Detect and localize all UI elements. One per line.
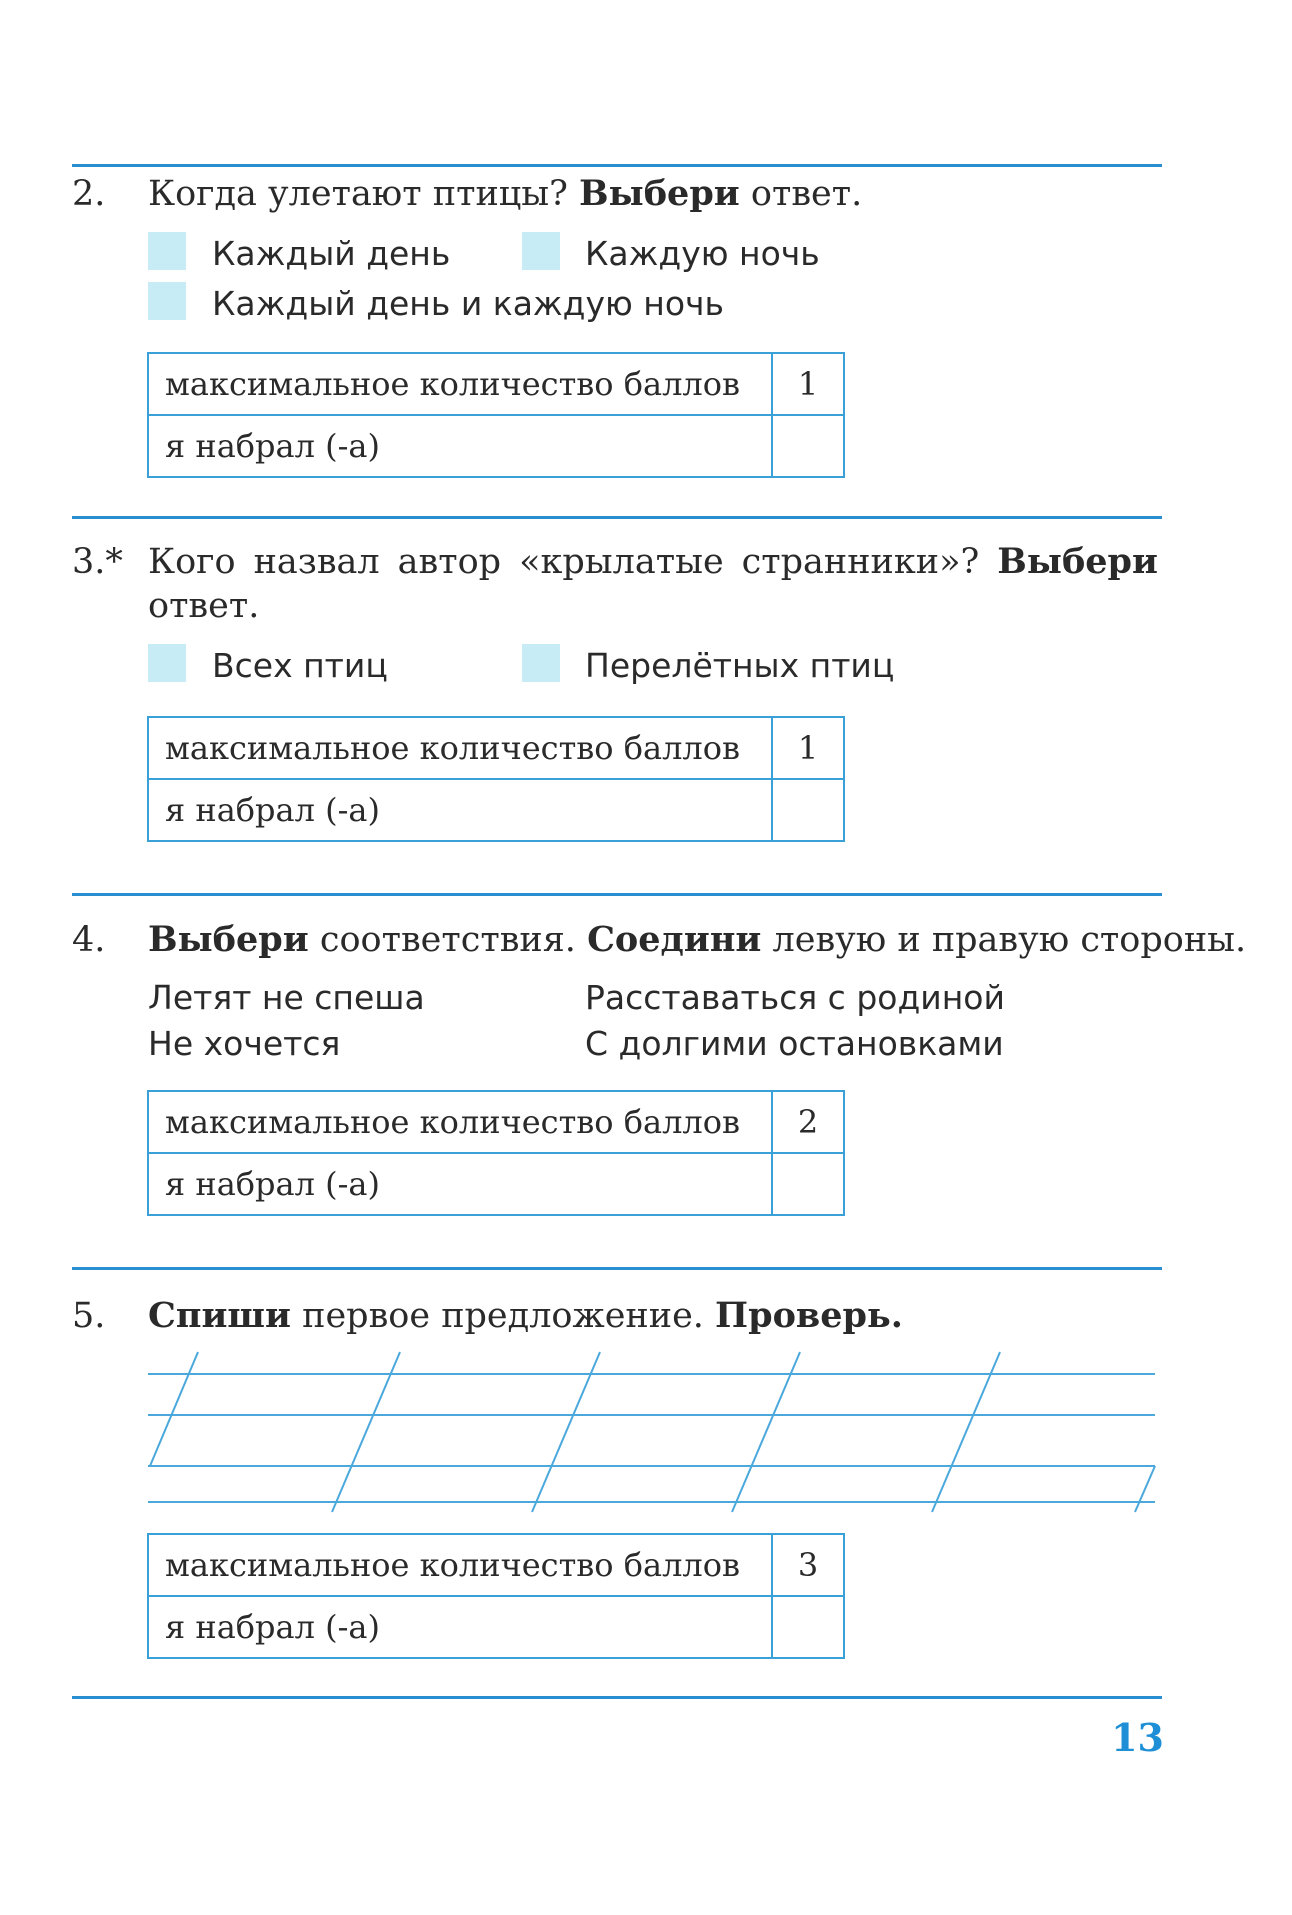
score-table-q2 bbox=[147, 352, 845, 478]
option-label: Перелётных птиц bbox=[585, 646, 895, 685]
max-score-value: 2 bbox=[772, 1091, 844, 1153]
question-2 bbox=[72, 172, 1162, 222]
question-3 bbox=[72, 540, 1162, 630]
match-left-2[interactable]: Не хочется bbox=[148, 1024, 341, 1063]
max-score-label: максимальное количество баллов bbox=[148, 1091, 772, 1153]
question-number: 5. bbox=[72, 1296, 106, 1336]
earned-score-field[interactable] bbox=[772, 415, 844, 477]
checkbox-option-2[interactable] bbox=[522, 644, 560, 682]
score-table-q4 bbox=[147, 1090, 845, 1216]
question-4 bbox=[72, 918, 1247, 968]
earned-score-label: я набрал (-а) bbox=[148, 415, 772, 477]
max-score-value: 1 bbox=[772, 353, 844, 415]
earned-score-field[interactable] bbox=[772, 1153, 844, 1215]
slant-line bbox=[932, 1352, 1000, 1512]
divider-3 bbox=[72, 893, 1162, 896]
earned-score-label: я набрал (-а) bbox=[148, 779, 772, 841]
match-right-2[interactable]: С долгими остановками bbox=[585, 1024, 1004, 1063]
score-table-q3 bbox=[147, 716, 845, 842]
earned-score-field[interactable] bbox=[772, 779, 844, 841]
checkbox-option-1[interactable] bbox=[148, 644, 186, 682]
max-score-label: максимальное количество баллов bbox=[148, 353, 772, 415]
earned-score-label: я набрал (-а) bbox=[148, 1153, 772, 1215]
max-score-value: 3 bbox=[772, 1534, 844, 1596]
slant-line bbox=[150, 1352, 198, 1466]
question-text: Когда улетают птицы? Выбери ответ. bbox=[148, 173, 863, 214]
question-text: Кого назвал автор «крылатые странники»? Выбери ответ. bbox=[148, 541, 1158, 626]
question-number: 2. bbox=[72, 174, 106, 214]
option-label: Каждый день bbox=[212, 234, 451, 273]
option-label: Всех птиц bbox=[212, 646, 388, 685]
match-right-1[interactable]: Расставаться с родиной bbox=[585, 978, 1005, 1017]
slant-line bbox=[532, 1352, 600, 1512]
max-score-label: максимальное количество баллов bbox=[148, 717, 772, 779]
slant-line bbox=[332, 1352, 400, 1512]
divider-bottom bbox=[72, 1696, 1162, 1699]
question-number: 3.* bbox=[72, 542, 123, 582]
score-table-q5 bbox=[147, 1533, 845, 1659]
match-left-1[interactable]: Летят не спеша bbox=[148, 978, 425, 1017]
option-label: Каждый день и каждую ночь bbox=[212, 284, 724, 323]
max-score-value: 1 bbox=[772, 717, 844, 779]
checkbox-option-1[interactable] bbox=[148, 232, 186, 270]
earned-score-label: я набрал (-а) bbox=[148, 1596, 772, 1658]
checkbox-option-3[interactable] bbox=[148, 282, 186, 320]
question-text: Спиши первое предложение. Проверь. bbox=[148, 1295, 903, 1336]
checkbox-option-2[interactable] bbox=[522, 232, 560, 270]
max-score-label: максимальное количество баллов bbox=[148, 1534, 772, 1596]
option-label: Каждую ночь bbox=[585, 234, 820, 273]
divider-2 bbox=[72, 516, 1162, 519]
question-5 bbox=[72, 1294, 1162, 1344]
handwriting-lines[interactable] bbox=[0, 1340, 1292, 1520]
page-number: 13 bbox=[1111, 1715, 1164, 1760]
question-number: 4. bbox=[72, 920, 106, 960]
divider-top bbox=[72, 164, 1162, 167]
question-text: Выбери соответствия. Соедини левую и правую стороны. bbox=[148, 919, 1247, 960]
slant-line bbox=[1135, 1466, 1155, 1512]
slant-line bbox=[732, 1352, 800, 1512]
divider-4 bbox=[72, 1267, 1162, 1270]
earned-score-field[interactable] bbox=[772, 1596, 844, 1658]
